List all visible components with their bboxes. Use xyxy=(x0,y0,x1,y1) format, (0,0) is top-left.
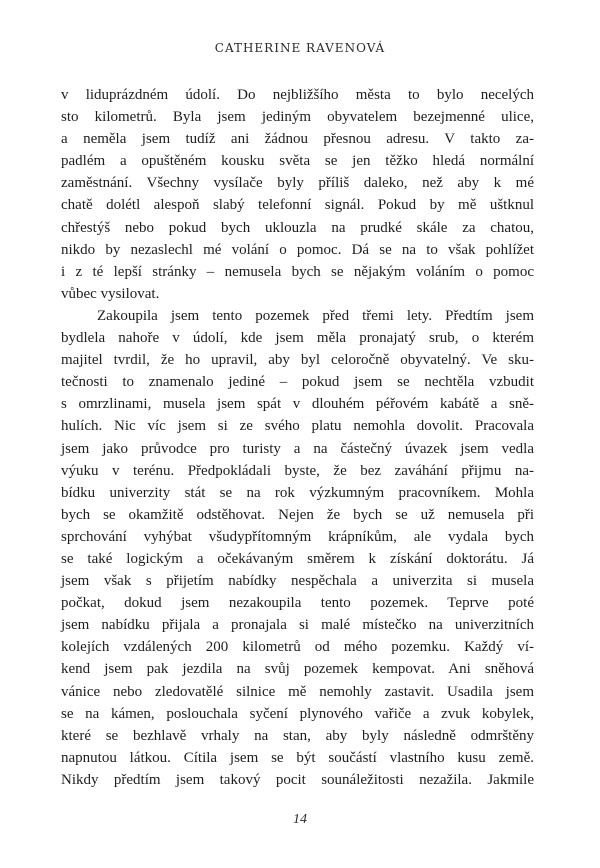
text-line: bydlela nahoře v údolí, kde jsem měla pronajatý srub, o kterém xyxy=(61,330,534,347)
text-line: bych se okamžitě odstěhovat. Nejen že bych se už nemusela při xyxy=(61,506,534,523)
text-line: vůbec vysilovat. xyxy=(61,285,160,302)
text-line: a neměla jsem tudíž ani žádnou přesnou adresu. V takto za- xyxy=(61,131,534,148)
text-line: se na kámen, poslouchala syčení plynového vařiče a zvuk kobylek, xyxy=(61,705,534,722)
text-line: jsem jako průvodce pro turisty a na částečný úvazek jsem vedla xyxy=(61,440,534,457)
text-line: jsem nabídku přijala a pronajala si malé místečko na univerzitních xyxy=(61,617,534,634)
text-line: bídku univerzity stát se na rok výzkumným pracovníkem. Mohla xyxy=(61,484,534,501)
text-line: kend jsem pak jezdila na svůj pozemek kempovat. Ani sněhová xyxy=(61,661,534,678)
text-line: počkat, dokud jsem nezakoupila tento pozemek. Teprve poté xyxy=(61,595,534,612)
text-line: hulích. Nic víc jsem si ze svého platu nemohla dovolit. Pracovala xyxy=(61,418,534,435)
text-line: majitel tvrdil, že ho upravil, aby byl celoročně obyvatelný. Ve sku- xyxy=(61,352,534,369)
text-line: chatě dolétl alespoň slabý telefonní signál. Pokud by mě uštknul xyxy=(61,197,534,214)
text-line: tečnosti to znamenalo jediné – pokud jsem se nechtěla vzbudit xyxy=(61,374,534,391)
text-line: vánice nebo zledovatělé silnice mě nemohly zastavit. Usadila jsem xyxy=(61,683,534,700)
text-line: sprchování vyhýbat všudypřítomným krápníkům, ale vydala bych xyxy=(61,528,534,545)
text-line: s omrzlinami, musela jsem spát v dlouhém péřovém kabátě a sně- xyxy=(61,396,534,413)
text-line: Zakoupila jsem tento pozemek před třemi lety. Předtím jsem xyxy=(97,307,534,324)
text-line: jsem však s přijetím nabídky nespěchala a univerzita si musela xyxy=(61,573,534,590)
text-line: sto kilometrů. Byla jsem jediným obyvatelem bezejmenné ulice, xyxy=(61,109,534,126)
text-line: se také logickým a očekávaným směrem k získání doktorátu. Já xyxy=(61,550,534,567)
text-line: padlém a opuštěném kousku světa se jen těžko hledá normální xyxy=(61,153,534,170)
running-header-author: CATHERINE RAVENOVÁ xyxy=(214,41,386,55)
text-line: chřestýš nebo pokud bych uklouzla na prudké skále za chatou, xyxy=(61,219,534,236)
text-line: Nikdy předtím jsem takový pocit sounáležitosti nezažila. Jakmile xyxy=(61,771,534,788)
text-line: výuku v terénu. Předpokládali byste, že bez zaváhání přijmu na- xyxy=(61,462,534,479)
text-line: kolejích vzdálených 200 kilometrů od mého pozemku. Každý ví- xyxy=(61,639,534,656)
text-line: zaměstnání. Všechny vysílače byly příliš daleko, než aby k mé xyxy=(61,175,534,192)
text-line: napnutou látkou. Cítila jsem se být součástí vlastního kusu země. xyxy=(61,749,534,766)
text-line: i z té lepší stránky – nemusela bych se nějakým voláním o pomoc xyxy=(61,263,534,280)
text-line: nikdo by nezaslechl mé volání o pomoc. Dá se na to však pohlížet xyxy=(61,241,534,258)
page-number: 14 xyxy=(293,812,307,827)
text-line: v liduprázdném údolí. Do nejbližšího města to bylo necelých xyxy=(61,87,534,103)
paragraph xyxy=(61,305,534,791)
text-line: které se bezhlavě vrhaly na stan, aby byly následně odmrštěny xyxy=(61,727,534,744)
paragraph xyxy=(61,84,534,305)
body-text xyxy=(61,84,534,791)
